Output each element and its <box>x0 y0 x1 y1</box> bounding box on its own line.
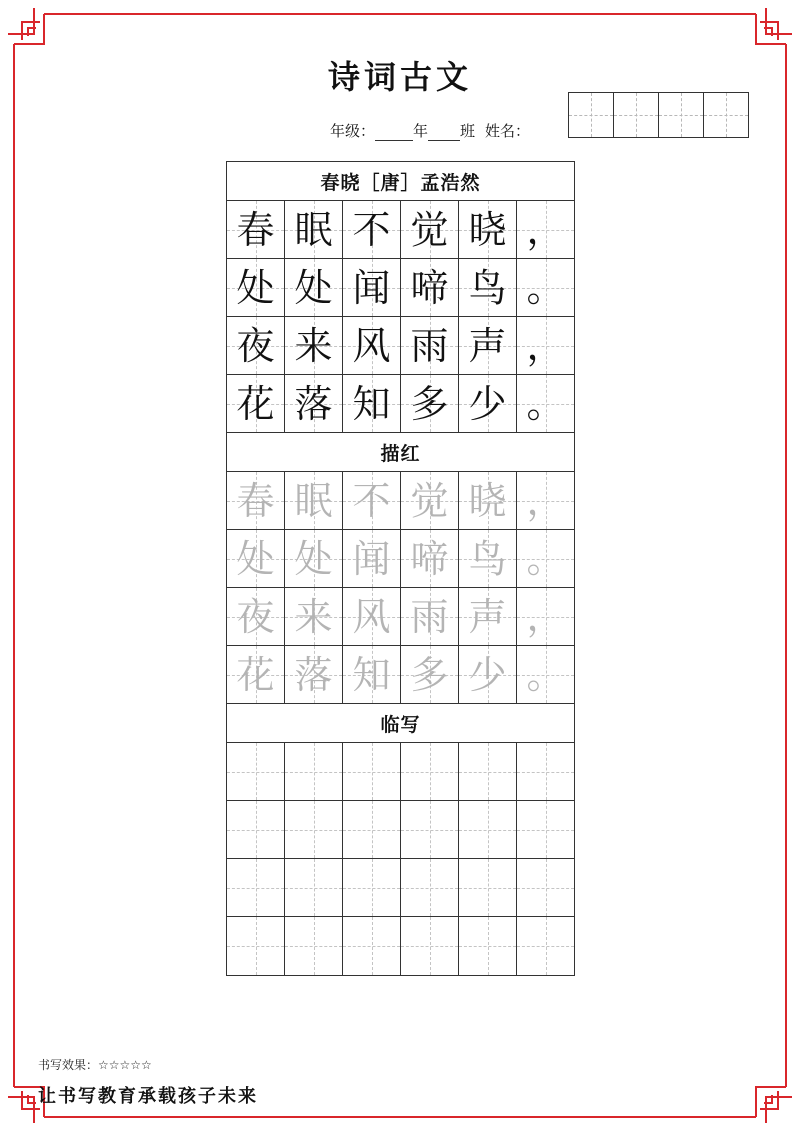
blank-writing-cell[interactable] <box>285 859 343 917</box>
poem-character: 花 <box>236 652 275 697</box>
poem-character: 处 <box>294 265 333 310</box>
blank-writing-cell[interactable] <box>517 743 574 801</box>
character-cell <box>285 646 343 704</box>
character-cell <box>343 530 401 588</box>
character-cell <box>517 375 574 433</box>
trace-grid <box>227 472 574 704</box>
character-cell <box>459 588 517 646</box>
poem-character: 声 <box>468 594 507 639</box>
character-cell <box>459 472 517 530</box>
name-cell[interactable] <box>568 92 614 138</box>
blank-writing-cell[interactable] <box>343 801 401 859</box>
class-label: 班 <box>460 122 476 140</box>
trace-header: 描红 <box>227 433 574 472</box>
poem-character: 鸟 <box>468 536 507 581</box>
character-cell <box>285 588 343 646</box>
grid-row <box>227 588 574 646</box>
character-cell <box>285 201 343 259</box>
character-cell <box>227 259 285 317</box>
poem-character: 闻 <box>352 536 391 581</box>
class-blank[interactable] <box>428 126 460 141</box>
poem-character: 觉 <box>410 478 449 523</box>
grid-row <box>227 259 574 317</box>
poem-character: 雨 <box>410 323 449 368</box>
practice-sheet <box>226 161 575 976</box>
character-cell <box>401 646 459 704</box>
character-cell <box>459 646 517 704</box>
character-cell <box>401 375 459 433</box>
poem-character: 处 <box>236 536 275 581</box>
writing-rating: 书写效果：☆☆☆☆☆ <box>38 1058 152 1072</box>
blank-writing-cell[interactable] <box>459 743 517 801</box>
poem-character: 处 <box>236 265 275 310</box>
character-cell <box>285 472 343 530</box>
poem-character: 。 <box>526 381 565 426</box>
poem-character: 落 <box>294 652 333 697</box>
blank-writing-cell[interactable] <box>401 743 459 801</box>
blank-writing-cell[interactable] <box>285 743 343 801</box>
character-cell <box>517 530 574 588</box>
character-cell <box>343 317 401 375</box>
page-title: 诗词古文 <box>327 58 472 96</box>
character-cell <box>459 259 517 317</box>
poem-character: 春 <box>236 478 275 523</box>
poem-character: 声 <box>468 323 507 368</box>
poem-character: 夜 <box>236 594 275 639</box>
character-cell <box>227 375 285 433</box>
poem-header: 春晓［唐］孟浩然 <box>227 162 574 201</box>
poem-character: 夜 <box>236 323 275 368</box>
character-cell <box>343 259 401 317</box>
poem-character: 花 <box>236 381 275 426</box>
poem-character: 啼 <box>410 536 449 581</box>
poem-character: 不 <box>352 207 391 252</box>
grid-row <box>227 743 574 801</box>
blank-writing-cell[interactable] <box>343 917 401 975</box>
character-cell <box>343 201 401 259</box>
grid-row <box>227 801 574 859</box>
character-cell <box>227 646 285 704</box>
poem-character: 落 <box>294 381 333 426</box>
character-cell <box>459 201 517 259</box>
poem-character: 雨 <box>410 594 449 639</box>
blank-writing-cell[interactable] <box>285 917 343 975</box>
poem-character: 闻 <box>352 265 391 310</box>
grade-blank[interactable] <box>375 126 413 141</box>
blank-writing-cell[interactable] <box>459 859 517 917</box>
blank-writing-cell[interactable] <box>227 917 285 975</box>
blank-writing-cell[interactable] <box>285 801 343 859</box>
character-cell <box>517 472 574 530</box>
blank-writing-cell[interactable] <box>401 859 459 917</box>
grid-row <box>227 375 574 433</box>
copy-grid <box>227 743 574 975</box>
grid-row <box>227 472 574 530</box>
character-cell <box>517 646 574 704</box>
character-cell <box>227 472 285 530</box>
poem-character: 风 <box>352 594 391 639</box>
name-cell[interactable] <box>703 92 749 138</box>
character-cell <box>343 472 401 530</box>
character-cell <box>343 646 401 704</box>
character-cell <box>401 201 459 259</box>
poem-character: 知 <box>352 652 391 697</box>
poem-character: ， <box>526 594 565 639</box>
blank-writing-cell[interactable] <box>343 743 401 801</box>
poem-character: ， <box>526 207 565 252</box>
grade-label: 年级： <box>330 122 376 140</box>
character-cell <box>227 317 285 375</box>
name-label: 姓名： <box>485 122 531 140</box>
blank-writing-cell[interactable] <box>401 917 459 975</box>
poem-character: 眠 <box>294 207 333 252</box>
poem-character: 不 <box>352 478 391 523</box>
character-cell <box>401 530 459 588</box>
poem-character: 啼 <box>410 265 449 310</box>
character-cell <box>517 588 574 646</box>
character-cell <box>517 317 574 375</box>
character-cell <box>343 375 401 433</box>
poem-character: 来 <box>294 323 333 368</box>
blank-writing-cell[interactable] <box>459 917 517 975</box>
grid-row <box>227 917 574 975</box>
footer-slogan: 让书写教育承载孩子未来 <box>38 1086 258 1107</box>
character-cell <box>285 259 343 317</box>
name-cell[interactable] <box>658 92 704 138</box>
blank-writing-cell[interactable] <box>459 801 517 859</box>
blank-writing-cell[interactable] <box>517 859 574 917</box>
grid-row <box>227 530 574 588</box>
poem-character: 。 <box>526 536 565 581</box>
student-info <box>330 120 530 141</box>
grid-row <box>227 317 574 375</box>
poem-character: 晓 <box>468 478 507 523</box>
poem-character: 觉 <box>410 207 449 252</box>
poem-character: 来 <box>294 594 333 639</box>
poem-character: 鸟 <box>468 265 507 310</box>
poem-grid <box>227 201 574 433</box>
character-cell <box>285 530 343 588</box>
poem-character: 多 <box>410 381 449 426</box>
character-cell <box>401 317 459 375</box>
grid-row <box>227 859 574 917</box>
name-writing-grid[interactable] <box>568 92 749 138</box>
character-cell <box>459 375 517 433</box>
blank-writing-cell[interactable] <box>517 801 574 859</box>
character-cell <box>459 317 517 375</box>
year-suffix: 年 <box>413 122 429 140</box>
character-cell <box>401 472 459 530</box>
name-cell[interactable] <box>613 92 659 138</box>
character-cell <box>285 317 343 375</box>
poem-character: ， <box>526 478 565 523</box>
grid-row <box>227 646 574 704</box>
character-cell <box>343 588 401 646</box>
poem-character: 少 <box>468 381 507 426</box>
character-cell <box>459 530 517 588</box>
poem-character: 知 <box>352 381 391 426</box>
poem-character: 晓 <box>468 207 507 252</box>
poem-character: 。 <box>526 652 565 697</box>
character-cell <box>517 259 574 317</box>
poem-character: ， <box>526 323 565 368</box>
character-cell <box>227 530 285 588</box>
poem-character: 多 <box>410 652 449 697</box>
grid-row <box>227 201 574 259</box>
blank-writing-cell[interactable] <box>227 859 285 917</box>
blank-writing-cell[interactable] <box>343 859 401 917</box>
copy-header: 临写 <box>227 704 574 743</box>
blank-writing-cell[interactable] <box>401 801 459 859</box>
character-cell <box>517 201 574 259</box>
character-cell <box>285 375 343 433</box>
poem-character: 眠 <box>294 478 333 523</box>
character-cell <box>227 588 285 646</box>
poem-character: 。 <box>526 265 565 310</box>
poem-character: 春 <box>236 207 275 252</box>
poem-character: 少 <box>468 652 507 697</box>
character-cell <box>227 201 285 259</box>
poem-character: 风 <box>352 323 391 368</box>
poem-character: 处 <box>294 536 333 581</box>
blank-writing-cell[interactable] <box>227 743 285 801</box>
blank-writing-cell[interactable] <box>517 917 574 975</box>
character-cell <box>401 588 459 646</box>
character-cell <box>401 259 459 317</box>
blank-writing-cell[interactable] <box>227 801 285 859</box>
